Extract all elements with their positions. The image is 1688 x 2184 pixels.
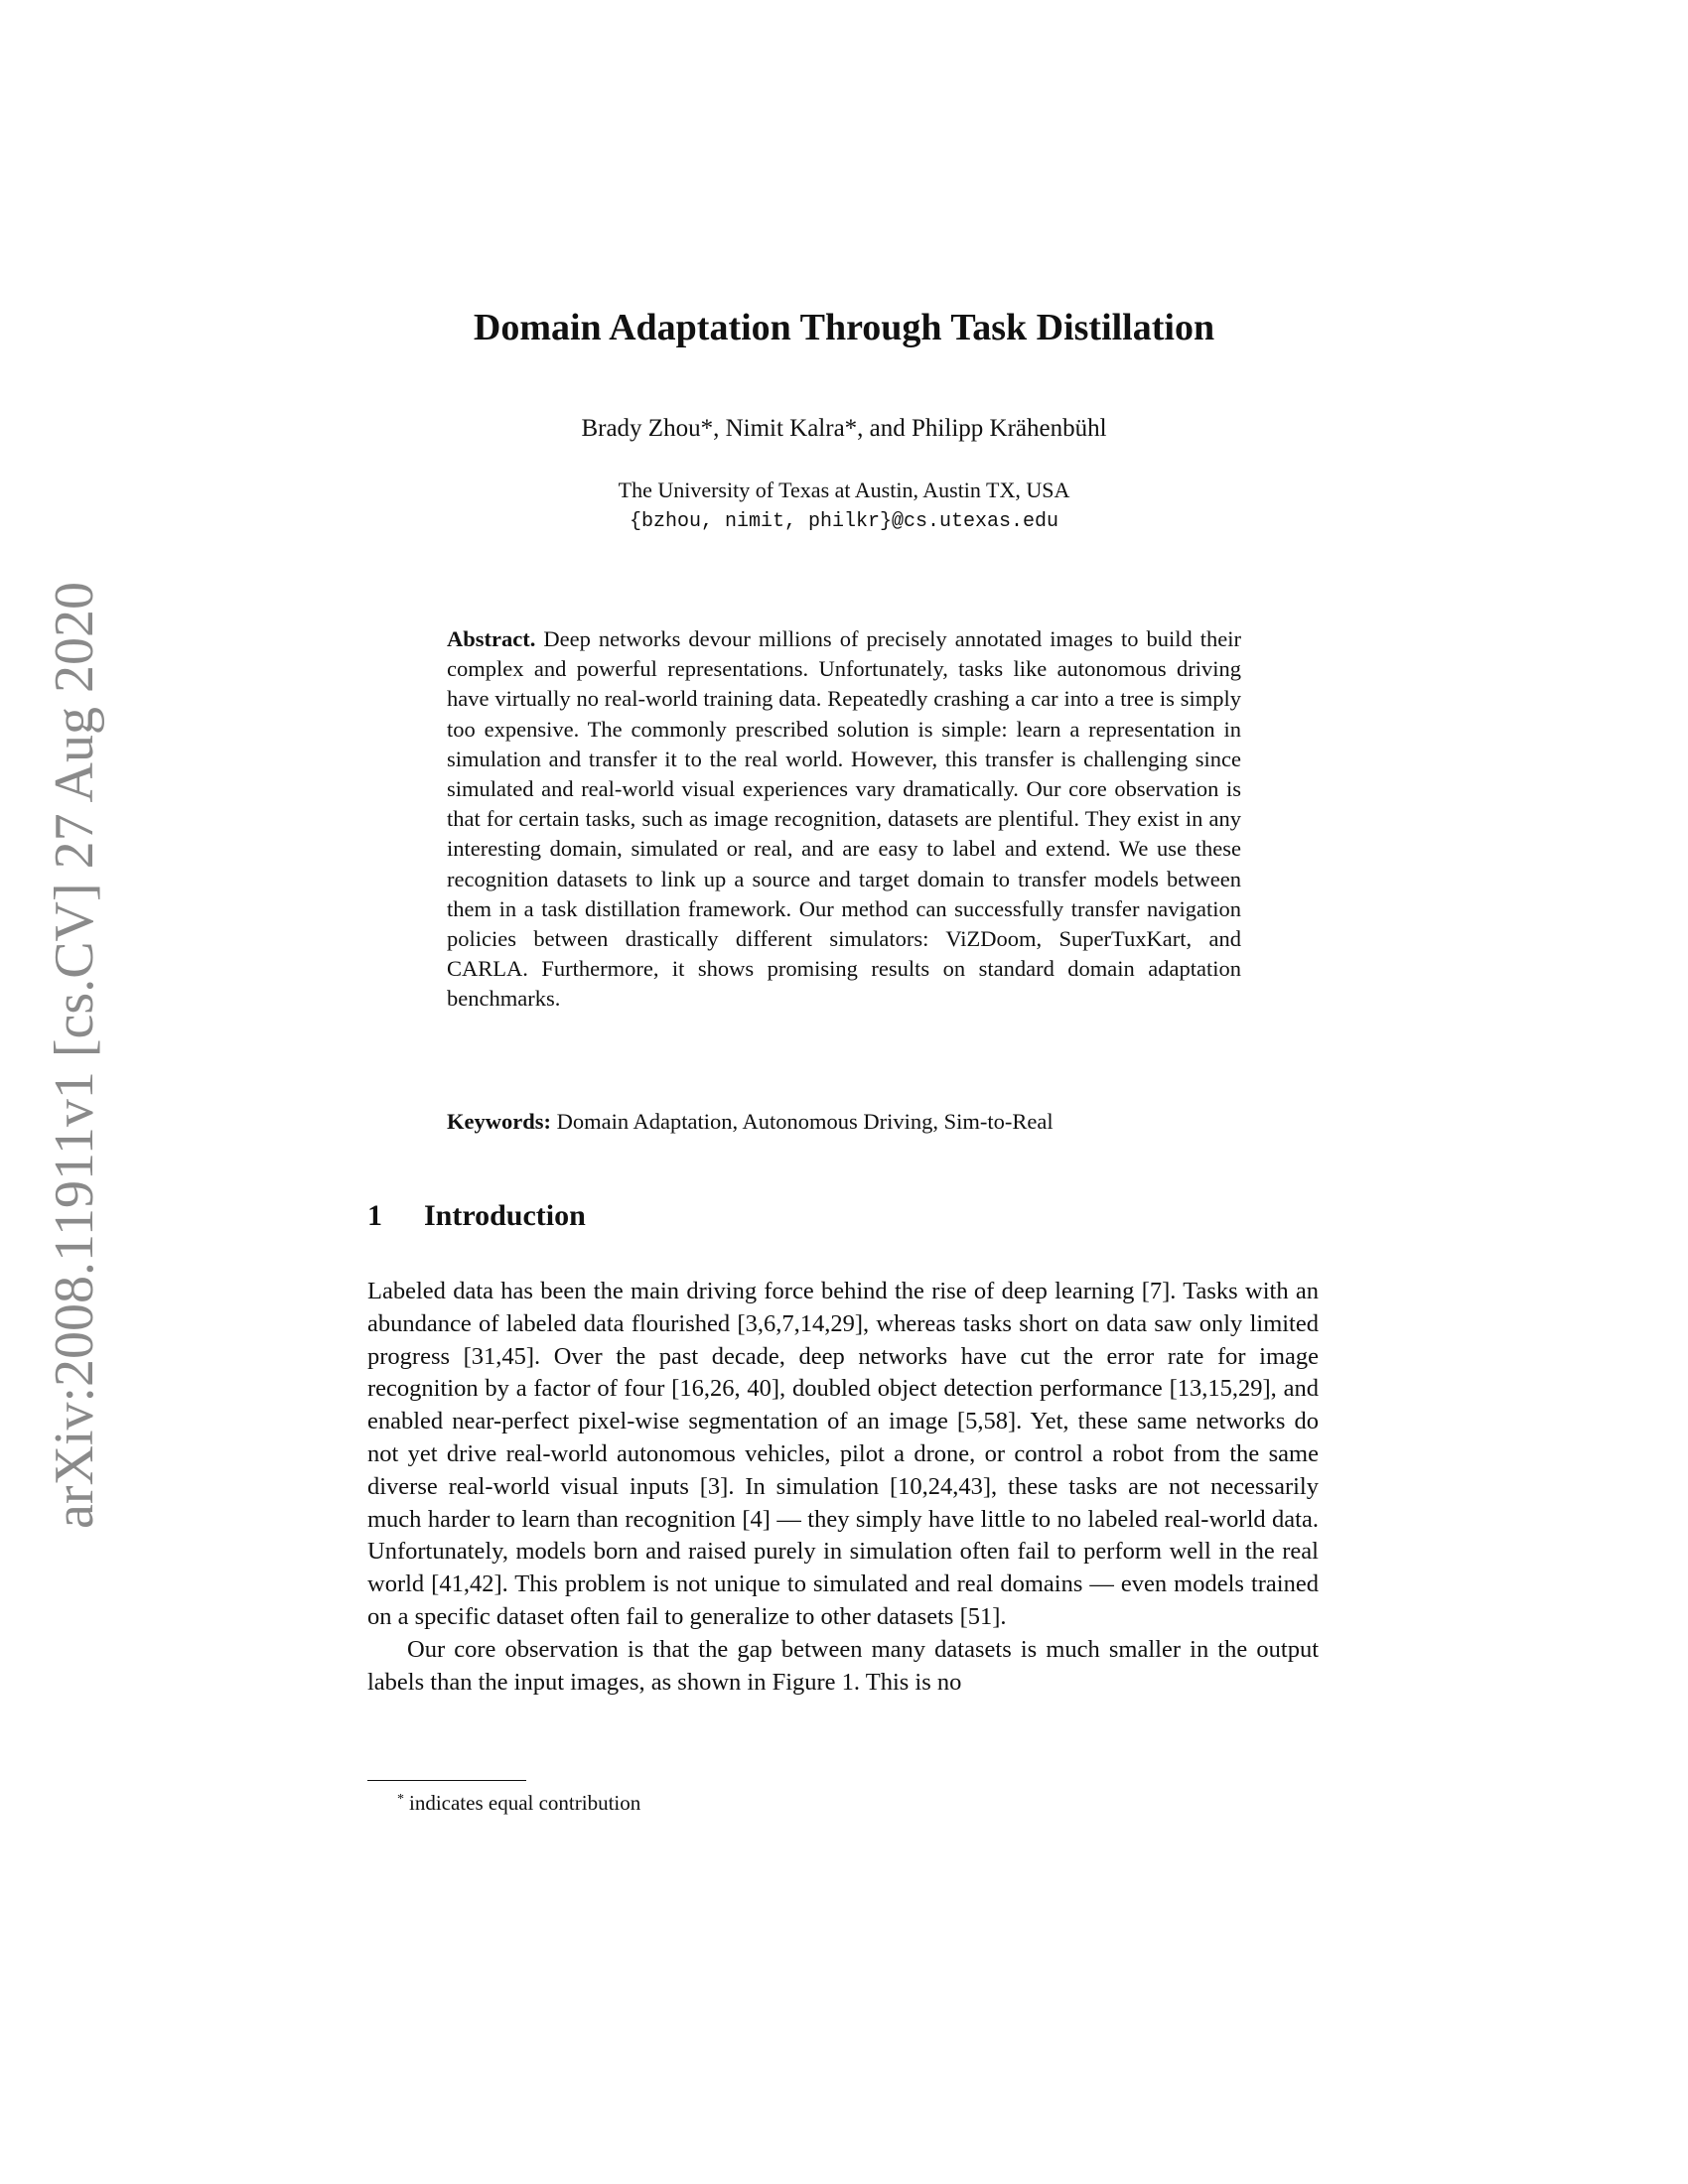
paragraph-2: Our core observation is that the gap between many datasets is much smaller in the output labels than the input images, as shown in Figure 1. This is no [367,1635,1319,1696]
footnote-marker: * [397,1792,404,1807]
footnote [397,1785,640,1818]
author-emails: {bzhou, nimit, philkr}@cs.utexas.edu [629,510,1059,533]
footnote-divider [367,1780,526,1781]
abstract-text: Deep networks devour millions of precisely annotated images to build their complex and powerful representations. Unfortunately, tasks like autonomous driving have virtually no real-world training data. Repeatedly crashing a car into a tree is simply too expensive. The commonly prescribed solution is simple: learn a representation in simulation and transfer it to the real world. However, this transfer is challenging since simulated and real-world visual experiences vary dramatically. Our core observation is that for certain tasks, such as image recognition, datasets are plentiful. They exist in any interesting domain, simulated or real, and are easy to label and extend. We use these recognition datasets to link up a source and target domain to transfer models between them in a task distillation framework. Our method can successfully transfer navigation policies between drastically different simulators: ViZDoom, SuperTuxKart, and CARLA. Furthermore, it shows promising results on standard domain adaptation benchmarks. [447,626,1241,1012]
abstract-label: Abstract. [447,626,536,651]
arxiv-identifier: arXiv:2008.11911v1 [cs.CV] 27 Aug 2020 [44,582,105,1529]
author-list: Brady Zhou*, Nimit Kalra*, and Philipp Krähenbühl [581,415,1107,442]
section-number: 1 [367,1199,382,1232]
affiliation: The University of Texas at Austin, Austin TX, USA [618,478,1070,502]
keywords-label: Keywords: [447,1109,551,1134]
section-title: Introduction [424,1199,586,1232]
keywords-text: Domain Adaptation, Autonomous Driving, Sim-to-Real [556,1109,1054,1134]
keywords [447,1107,1261,1137]
paragraph-1: Labeled data has been the main driving force behind the rise of deep learning [7]. Tasks with an abundance of labeled data flourished [3,6,7,14,29], whereas tasks short on data saw only limited progress [31,45]. Over the past decade, deep networks have cut the error rate for image recognition by a factor of four [16,26, 40], doubled object detection performance [13,15,29], and enabled near-perfect pixel-wise segmentation of an image [5,58]. Yet, these same networks do not yet drive real-world autonomous vehicles, pilot a drone, or control a robot from the same diverse real-world visual inputs [3]. In simulation [10,24,43], these tasks are not necessarily much harder to learn than recognition [4] — they simply have little to no labeled real-world data. Unfortunately, models born and raised purely in simulation often fail to perform well in the real world [41,42]. This problem is not unique to simulated and real domains — even models trained on a specific dataset often fail to generalize to other datasets [51]. [367,1278,1319,1630]
footnote-text: indicates equal contribution [409,1791,641,1815]
introduction-body [367,1276,1319,1699]
paper-title: Domain Adaptation Through Task Distillation [473,307,1215,348]
abstract [447,624,1241,1015]
section-heading-introduction [367,1196,586,1236]
